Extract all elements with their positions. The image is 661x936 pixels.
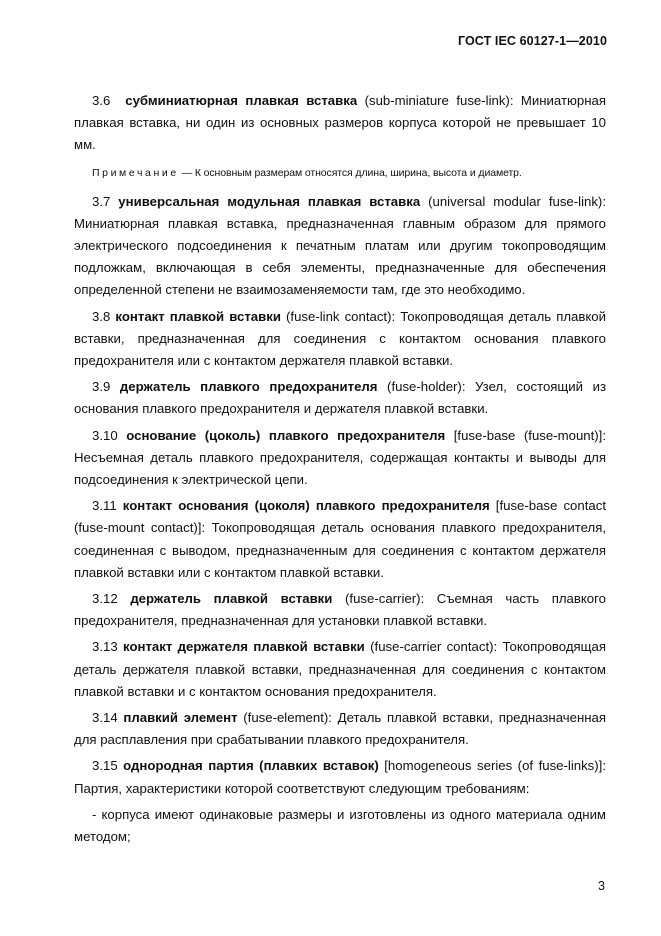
definition-3-15	[74, 755, 606, 799]
definition-3-11	[74, 495, 606, 584]
definition-term: держатель плавкой вставки	[130, 591, 333, 607]
note	[74, 165, 606, 181]
definition-text: (universal modular fuse-link): Миниатюрная плавкая вставка, предназначенная главным образом для прямого электрического подсоединения к печатным платам или другим токопроводящим подложкам, включающая в себя элементы, предназначенные для обеспечения определенной степени не взаимозаменяемости там, где это необходимо.	[74, 193, 606, 298]
definition-text: (sub-miniature fuse-link): Миниатюрная плавкая вставка, ни один из основных размеров корпуса которой не превышает 10 мм.	[74, 93, 606, 153]
definition-term: однородная партия (плавких вставок)	[123, 758, 379, 774]
definition-3-13	[74, 636, 606, 703]
definition-term: контакт держателя плавкой вставки	[123, 639, 365, 655]
page-number: 3	[598, 879, 605, 893]
document-header: ГОСТ IEC 60127-1—2010	[457, 34, 607, 48]
definition-term: универсальная модульная плавкая вставка	[118, 193, 421, 209]
note-text: — К основным размерам относятся длина, ширина, высота и диаметр.	[178, 166, 522, 179]
definition-text: (fuse-holder): Узел, состоящий из основания плавкого предохранителя и держателя плавкой вставки.	[74, 379, 606, 417]
definition-text: (fuse-carrier): Съемная часть плавкого предохранителя, предназначенная для установки плавкой вставки.	[74, 591, 606, 629]
definition-number: 3.8	[92, 308, 111, 324]
document-body	[74, 90, 606, 852]
definition-term: основание (цоколь) плавкого предохранителя	[126, 427, 446, 443]
definition-3-10	[74, 425, 606, 492]
definition-text: [fuse-base (fuse-mount)]: Несъемная деталь плавкого предохранителя, содержащая контакты и выводы для подсоединения к электрической цепи.	[74, 427, 606, 488]
definition-3-6	[74, 90, 606, 157]
definition-3-14	[74, 707, 606, 751]
definition-number: 3.11	[92, 498, 117, 514]
definition-text: (fuse-carrier contact): Токопроводящая деталь держателя плавкой вставки, предназначенная для соединения с контактом плавкой вставки и с контактом основания предохранителя.	[74, 639, 606, 699]
definition-term: плавкий элемент	[123, 710, 238, 726]
definition-number: 3.9	[92, 379, 111, 395]
definition-term: держатель плавкого предохранителя	[119, 379, 378, 395]
definition-3-9	[74, 376, 606, 420]
definition-number: 3.12	[92, 591, 118, 607]
definition-3-8	[74, 306, 606, 373]
definition-text: (fuse-link contact): Токопроводящая деталь плавкой вставки, предназначенная для соединения с контактом основания плавкого предохранителя или с контактом держателя плавкой вставки.	[74, 308, 607, 369]
list-item: - корпуса имеют одинаковые размеры и изготовлены из одного материала одним методом;	[74, 806, 606, 845]
definition-number: 3.15	[92, 758, 118, 774]
definition-number: 3.6	[92, 93, 111, 108]
definition-term: контакт плавкой вставки	[115, 308, 281, 324]
definition-number: 3.7	[92, 193, 111, 209]
definition-number: 3.14	[92, 710, 118, 726]
note-label: Примечание	[92, 166, 179, 179]
definition-text: [fuse-base contact (fuse-mount contact)]: Токопроводящая деталь основания плавкого предохранителя, соединенная с выводом, предназначенным для соединения с контактом держателя плавкой вставки или с контактом плавкой вставки.	[74, 498, 606, 580]
definition-term: субминиатюрная плавкая вставка	[125, 93, 358, 108]
definition-3-12	[74, 588, 606, 632]
definition-text: [homogeneous series (of fuse-links)]: Партия, характеристики которой соответствуют следующим требованиям:	[74, 758, 606, 796]
definition-number: 3.10	[92, 427, 118, 443]
definition-term: контакт основания (цоколя) плавкого предохранителя	[122, 498, 490, 514]
definition-text: (fuse-element): Деталь плавкой вставки, предназначенная для расплавления при срабатывании плавкого предохранителя.	[74, 710, 607, 748]
definition-number: 3.13	[92, 639, 118, 655]
definition-3-7	[74, 191, 606, 302]
